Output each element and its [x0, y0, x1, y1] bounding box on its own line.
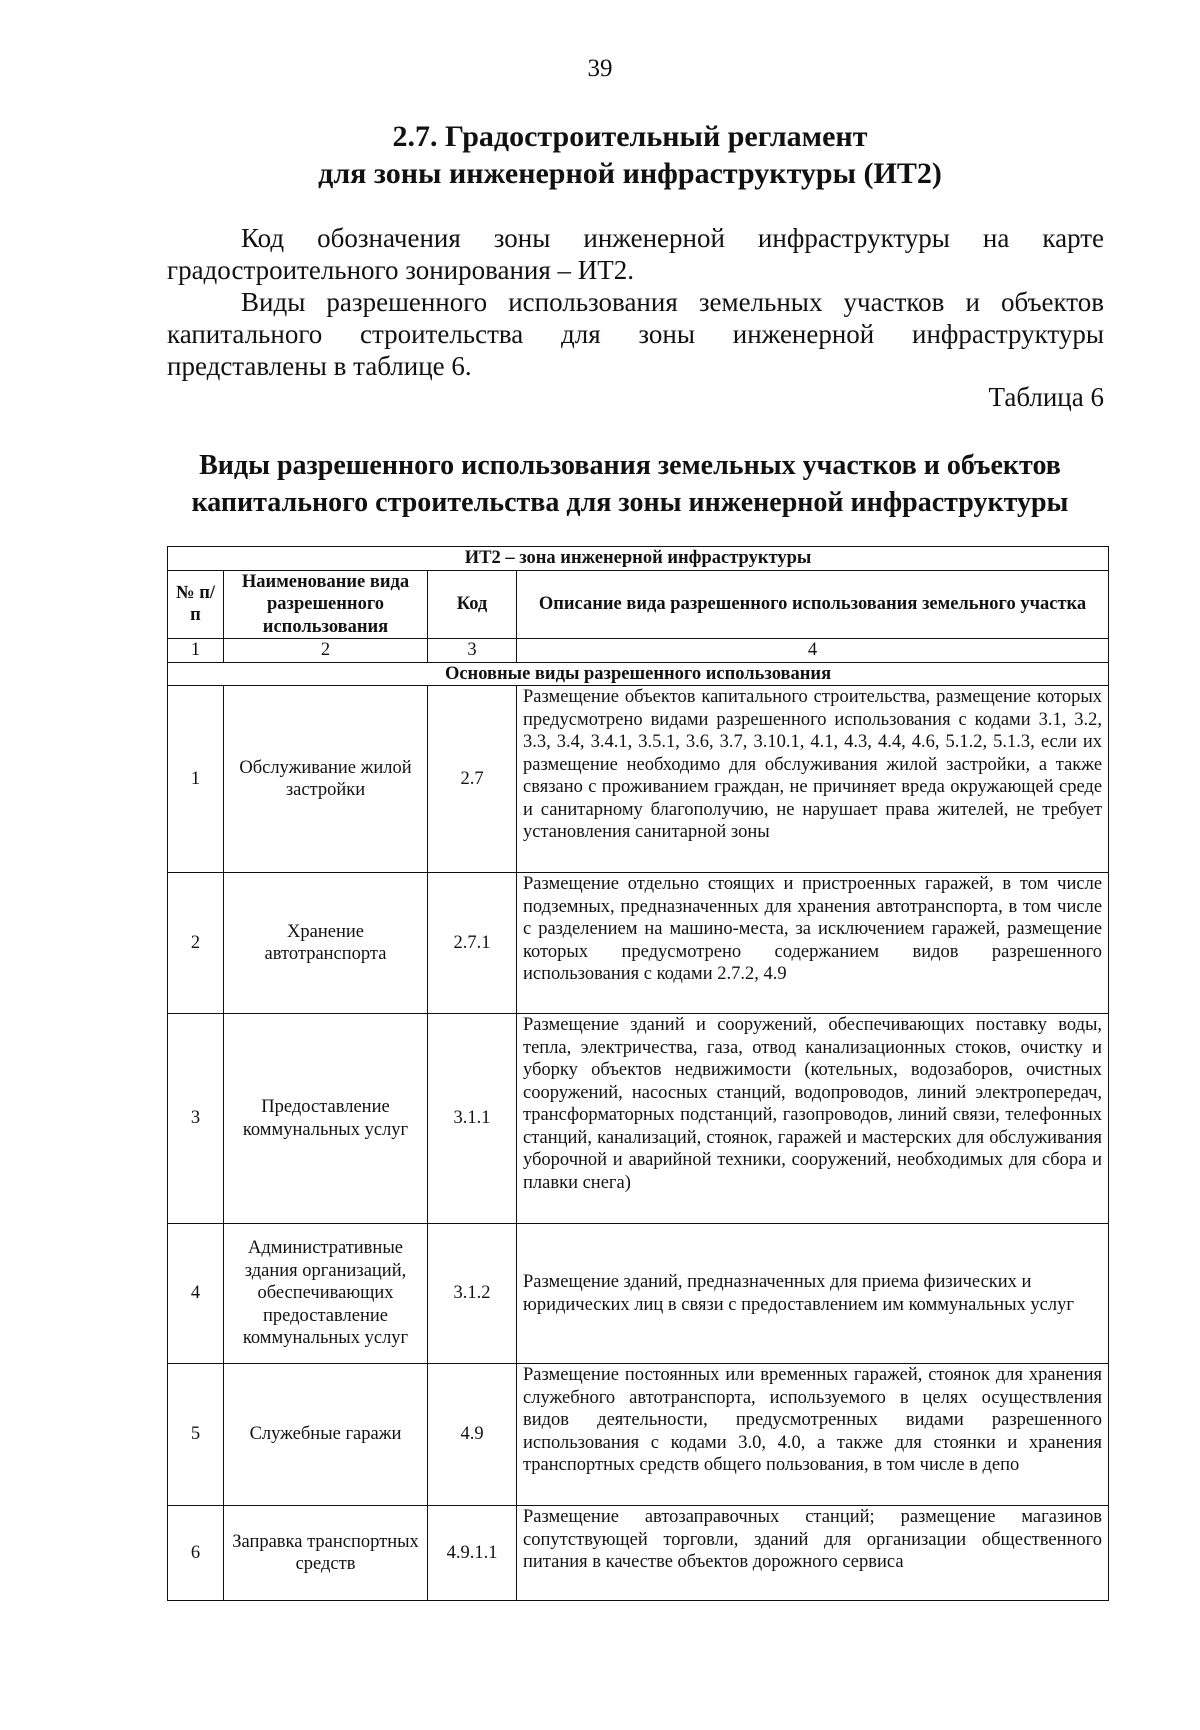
row-code: 4.9: [428, 1364, 517, 1506]
column-number-3: 3: [428, 639, 517, 663]
header-code: Код: [428, 570, 517, 639]
page-number: 39: [587, 55, 613, 82]
row-num: 3: [168, 1014, 224, 1224]
section-heading-line-2: для зоны инженерной инфраструктуры (ИТ2): [318, 157, 942, 190]
row-name: Служебные гаражи: [224, 1364, 428, 1506]
row-code: 3.1.1: [428, 1014, 517, 1224]
row-name: Заправка транспортных средств: [224, 1506, 428, 1601]
row-name: Обслуживание жилой застройки: [224, 686, 428, 873]
row-code: 4.9.1.1: [428, 1506, 517, 1601]
row-name: Административные здания организаций, обеспечивающих предоставление коммунальных услуг: [224, 1224, 428, 1364]
column-number-4: 4: [517, 639, 1109, 663]
header-description: Описание вида разрешенного использования земельного участка: [517, 570, 1109, 639]
table-title-line-2: капитального строительства для зоны инженерной инфраструктуры: [191, 487, 1069, 518]
column-number-1: 1: [168, 639, 224, 663]
permitted-uses-table: [167, 546, 1109, 1601]
row-description: Размещение зданий, предназначенных для приема физических и юридических лиц в связи с предоставлением им коммунальных услуг: [517, 1224, 1109, 1364]
table-title: [150, 447, 1110, 521]
row-name: Предоставление коммунальных услуг: [224, 1014, 428, 1224]
table-row: [168, 1224, 1109, 1364]
row-code: 2.7.1: [428, 873, 517, 1014]
row-num: 5: [168, 1364, 224, 1506]
row-description: Размещение автозаправочных станций; размещение магазинов сопутствующей торговли, зданий для организации общественного питания в качестве объектов дорожного сервиса: [517, 1506, 1109, 1601]
zone-header-cell: ИТ2 – зона инженерной инфраструктуры: [168, 547, 1109, 571]
row-name: Хранение автотранспорта: [224, 873, 428, 1014]
row-description: Размещение отдельно стоящих и пристроенных гаражей, в том числе подземных, предназначенных для хранения автотранспорта, в том числе с разделением на машино-места, за исключением гаражей, размещение которых предусмотрено содержанием видов разрешенного использования с кодами 2.7.2, 4.9: [517, 873, 1109, 1014]
row-num: 2: [168, 873, 224, 1014]
row-num: 4: [168, 1224, 224, 1364]
table-caption: Таблица 6: [988, 382, 1104, 412]
paragraph-zone-code: Код обозначения зоны инженерной инфраструктуры на карте градостроительного зонирования – ИТ2.: [167, 223, 1104, 285]
row-code: 3.1.2: [428, 1224, 517, 1364]
row-description: Размещение объектов капитального строительства, размещение которых предусмотрено видами разрешенного использования с кодами 3.1, 3.2, 3.3, 3.4, 3.4.1, 3.5.1, 3.6, 3.7, 3.10.1, 4.1, 4.3, 4.4, 4.6, 5.1.2, 5.1.3, если их размещение необходимо для обслуживания жилой застройки, а также связано с проживанием граждан, не причиняет вреда окружающей среде и санитарному благополучию, не нарушает права жителей, не требует установления санитарной зоны: [517, 686, 1109, 873]
header-row: [168, 570, 1109, 639]
table-title-line-1: Виды разрешенного использования земельных участков и объектов: [199, 450, 1061, 481]
paragraph-uses-intro: Виды разрешенного использования земельных участков и объектов капитального строительства для зоны инженерной инфраструктуры представлены в таблице 6.: [167, 287, 1104, 381]
row-code: 2.7: [428, 686, 517, 873]
table-row: [168, 1014, 1109, 1224]
section-heading-line-1: 2.7. Градостроительный регламент: [392, 120, 868, 153]
row-description: Размещение постоянных или временных гаражей, стоянок для хранения служебного автотранспорта, используемого в целях осуществления видов деятельности, предусмотренных видами разрешенного использования с кодами 3.0, 4.0, а также для стоянки и хранения транспортных средств общего пользования, в том числе в депо: [517, 1364, 1109, 1506]
header-name: Наименование вида разрешенного использования: [224, 570, 428, 639]
table-row: [168, 1364, 1109, 1506]
group-header-cell: Основные виды разрешенного использования: [168, 662, 1109, 686]
table-row: [168, 873, 1109, 1014]
header-num: № п/п: [168, 570, 224, 639]
row-num: 1: [168, 686, 224, 873]
zone-header-row: [168, 547, 1109, 571]
table-row: [168, 686, 1109, 873]
table-row: [168, 1506, 1109, 1601]
group-header-row: [168, 662, 1109, 686]
section-heading: [150, 118, 1110, 192]
column-number-2: 2: [224, 639, 428, 663]
row-description: Размещение зданий и сооружений, обеспечивающих поставку воды, тепла, электричества, газа, отвод канализационных стоков, очистку и уборку объектов недвижимости (котельных, водозаборов, очистных сооружений, насосных станций, водопроводов, линий электропередач, трансформаторных подстанций, газопроводов, линий связи, телефонных станций, канализаций, стоянок, гаражей и мастерских для обслуживания уборочной и аварийной техники, сооружений, необходимых для сбора и плавки снега): [517, 1014, 1109, 1224]
column-number-row: [168, 639, 1109, 663]
row-num: 6: [168, 1506, 224, 1601]
